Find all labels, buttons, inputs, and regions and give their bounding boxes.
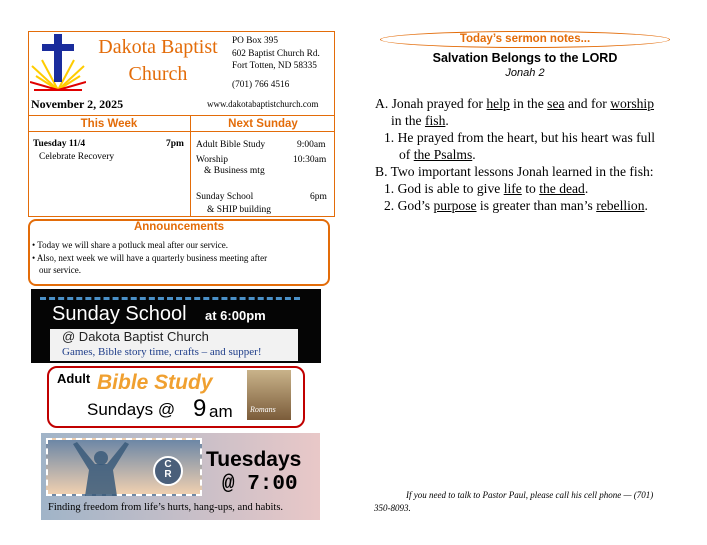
church-phone: (701) 766 4516 [232,80,290,90]
next-sunday-heading: Next Sunday [191,116,335,132]
church-name-line2: Church [128,63,188,85]
this-week-time: 7pm [166,139,184,149]
next-sunday-time: 10:30am [293,155,327,165]
bible-study-hour: 9 [193,395,207,422]
church-name [88,34,228,88]
this-week-day: Tuesday 11/4 [33,139,86,149]
bible-study-adult: Adult [57,371,91,386]
this-week-heading: This Week [28,116,190,132]
next-sunday-item: Adult Bible Study [196,140,266,150]
sermon-notes-heading: Today’s sermon notes... [459,33,591,45]
announcement-item: • Also, next week we will have a quarterly business meeting after [32,253,268,263]
outline-point-b2: 2. God’s purpose is greater than man’s rebellion. [384,198,648,213]
outline-point-a: A. Jonah prayed for help in the sea and for worship [375,96,655,111]
celebrate-recovery-logo-text: C R [164,459,172,480]
bible-study-day: Sundays @ [87,400,176,419]
announcement-item: • Today we will share a potluck meal after our service. [32,240,229,250]
raised-arms-figure-icon [55,440,165,496]
sunday-school-location: @ Dakota Baptist Church [62,329,209,344]
this-week-event: Celebrate Recovery [39,152,115,162]
romans-book-title: Romans [250,405,276,414]
church-name-line1: Dakota Baptist [98,36,218,58]
next-sunday-time: 6pm [310,192,327,202]
next-sunday-item: Worship [196,155,228,165]
outline-point-a1: 1. He prayed from the heart, but his heart was full [384,130,656,145]
outline-point-a1-cont: of the Psalms. [399,147,476,162]
sunday-school-time: at 6:00pm [205,308,266,323]
bible-study-title: Bible Study [97,371,213,394]
sermon-title: Salvation Belongs to the LORD [432,51,618,65]
address-line3: Fort Totten, ND 58335 [232,61,317,71]
outline-point-b1: 1. God is able to give life to the dead. [384,181,589,196]
announcements-heading: Announcements [133,221,225,233]
celebrate-recovery-time: @ 7:00 [222,473,298,496]
banner-dashed-border [40,297,300,300]
church-website[interactable]: www.dakotabaptistchurch.com [207,99,319,109]
church-address [232,35,320,73]
announcement-item: our service. [39,265,81,275]
sunday-school-subtitle: Games, Bible story time, crafts – and supper! [62,346,262,358]
celebrate-recovery-day: Tuesdays [206,448,302,471]
next-sunday-time: 9:00am [297,140,326,150]
address-line1: PO Box 395 [232,36,278,46]
outline-point-b: B. Two important lessons Jonah learned in the fish: [375,164,654,179]
next-sunday-item: Sunday School [196,192,254,202]
celebrate-recovery-tagline: Finding freedom from life’s hurts, hang-ups, and habits. [48,502,284,513]
pastor-contact-text: If you need to talk to Pastor Paul, please call his cell phone — (701) 350-8093. [374,490,654,513]
cross-sunburst-icon [30,32,86,94]
pastor-contact-note [374,489,670,515]
sunday-school-title: Sunday School [52,303,187,325]
bulletin-date: November 2, 2025 [31,97,124,111]
sermon-reference: Jonah 2 [505,67,545,79]
outline-point-a-cont: in the fish. [391,113,449,128]
next-sunday-item: & SHIP building [207,205,272,215]
address-line2: 602 Baptist Church Rd. [232,48,320,59]
bible-study-ampm: am [209,402,233,421]
next-sunday-item: & Business mtg [204,166,265,176]
